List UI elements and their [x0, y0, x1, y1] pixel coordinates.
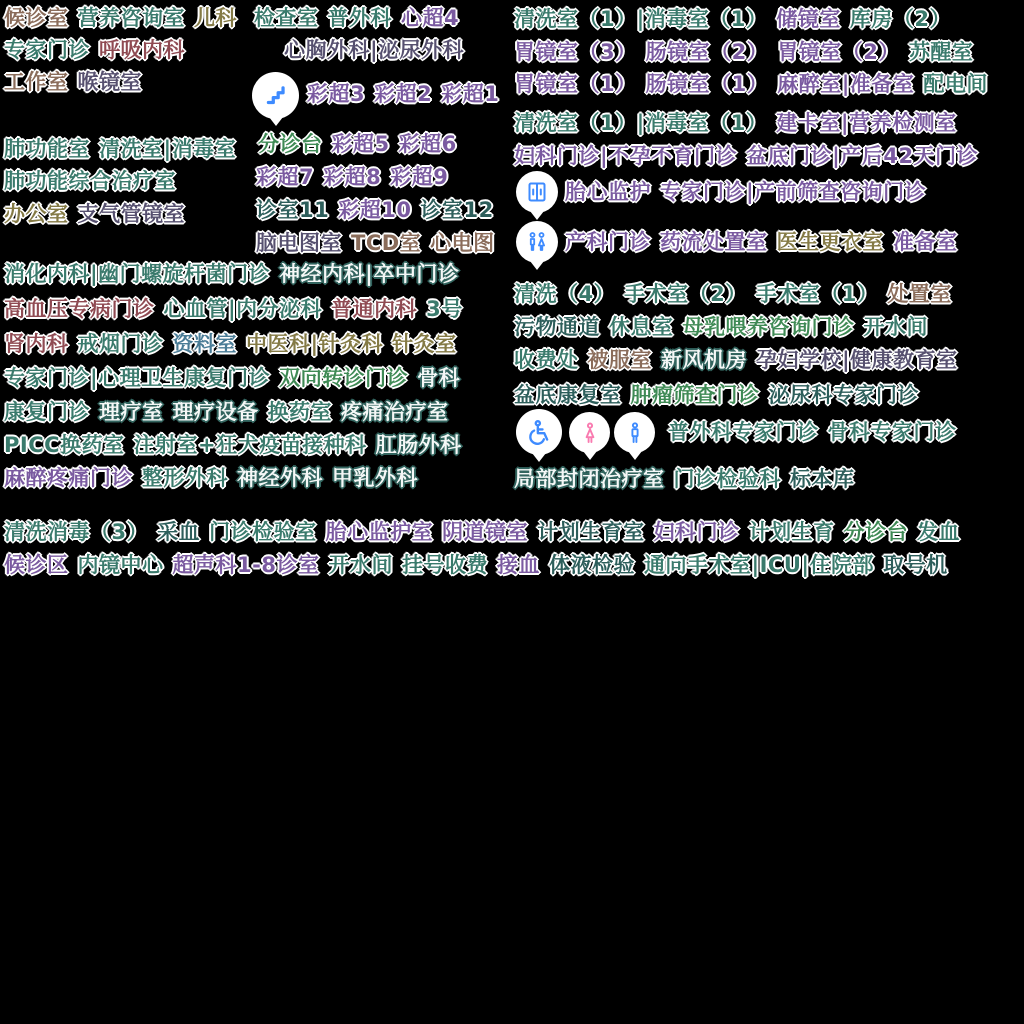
map-label[interactable]: 专家门诊 — [4, 38, 90, 62]
map-label[interactable]: 营养咨询室 — [77, 6, 185, 30]
label-row — [284, 39, 464, 62]
map-label[interactable]: 开水间 — [328, 553, 393, 577]
map-label[interactable]: 分诊台 — [843, 520, 909, 544]
map-label[interactable]: 心超4 — [401, 6, 460, 30]
map-label[interactable]: 中医科|针灸科 — [246, 332, 384, 356]
map-label[interactable]: 肠镜室（1） — [645, 72, 769, 96]
map-label[interactable]: 采血 — [157, 520, 201, 544]
map-label[interactable]: 清洗室（1）|消毒室（1） — [514, 111, 768, 135]
map-label[interactable]: 办公室 — [4, 202, 69, 226]
map-label[interactable]: 体液检验 — [548, 553, 635, 577]
map-label[interactable]: 收费处 — [514, 348, 579, 372]
map-label[interactable]: 妇科门诊|不孕不育门诊 — [514, 144, 738, 168]
elevator-icon[interactable] — [516, 171, 558, 213]
map-label[interactable]: 发血 — [917, 520, 961, 544]
map-label[interactable]: 手术室（1） — [755, 282, 879, 306]
map-label[interactable]: 彩超2 — [374, 82, 433, 106]
map-label[interactable]: 苏醒室 — [908, 40, 974, 64]
map-label[interactable]: 新风机房 — [661, 348, 747, 372]
label-row — [4, 333, 457, 356]
map-label[interactable]: 康复门诊 — [4, 400, 90, 424]
map-label[interactable]: 配电间 — [923, 72, 988, 96]
label-row — [4, 170, 176, 193]
map-label[interactable]: 标本库 — [790, 467, 855, 491]
map-label[interactable]: 候诊室 — [4, 6, 69, 30]
map-label[interactable]: 清洗室|消毒室 — [99, 137, 237, 161]
map-label[interactable]: 医生更衣室 — [776, 230, 884, 254]
map-label[interactable]: 工作室 — [4, 70, 69, 94]
map-label[interactable]: 阴道镜室 — [442, 520, 529, 544]
map-label[interactable]: 骨科 — [417, 366, 461, 390]
map-label[interactable]: 专家门诊|心理卫生康复门诊 — [4, 366, 271, 390]
label-row — [4, 138, 236, 161]
map-label[interactable]: 泌尿科专家门诊 — [768, 383, 919, 407]
map-label[interactable]: 神经外科 — [237, 466, 323, 490]
map-label[interactable]: 支气管镜室 — [77, 202, 185, 226]
map-label[interactable]: 妇科门诊 — [653, 520, 740, 544]
label-row — [514, 145, 978, 168]
label-row — [514, 283, 952, 306]
map-label[interactable]: 清洗室（1）|消毒室（1） — [514, 7, 768, 31]
map-label[interactable]: 诊室11 — [256, 198, 330, 222]
restroom-icon[interactable] — [516, 221, 558, 263]
map-label[interactable]: 储镜室 — [776, 7, 841, 31]
map-label[interactable]: 儿科 — [194, 6, 237, 30]
map-label[interactable]: 计划生育 — [748, 520, 835, 544]
map-label[interactable]: 心胸外科|泌尿外科 — [284, 38, 465, 62]
label-row — [514, 41, 973, 64]
map-label[interactable]: 彩超5 — [331, 132, 390, 156]
label-row — [4, 7, 237, 30]
label-row — [4, 554, 948, 577]
map-label[interactable]: 肛肠外科 — [375, 433, 462, 457]
label-row — [256, 232, 495, 255]
map-label[interactable]: 彩超3 — [307, 82, 366, 106]
map-label[interactable]: 建卡室|营养检测室 — [776, 111, 957, 135]
map-label[interactable]: 盆底康复室 — [514, 383, 622, 407]
map-label[interactable]: 彩超10 — [338, 198, 412, 222]
map-label[interactable]: 整形外科 — [142, 466, 228, 490]
map-label[interactable]: 处置室 — [887, 282, 952, 306]
map-label[interactable]: 彩超1 — [441, 82, 500, 106]
map-label[interactable]: 取号机 — [883, 553, 948, 577]
map-label[interactable]: 心电图 — [430, 231, 495, 255]
map-label[interactable]: 肺功能综合治疗室 — [4, 169, 176, 193]
map-label[interactable]: 手术室（2） — [624, 282, 747, 306]
label-row — [514, 8, 951, 31]
label-row — [4, 71, 142, 94]
map-label[interactable]: 休息室 — [609, 315, 674, 339]
label-row — [514, 73, 988, 96]
map-label[interactable]: 计划生育室 — [537, 520, 645, 544]
map-label[interactable]: 3号 — [426, 297, 463, 321]
label-row — [4, 39, 185, 62]
map-label[interactable]: 胃镜室（2） — [777, 40, 900, 64]
label-row — [514, 112, 957, 135]
map-label[interactable]: 双向转诊门诊 — [279, 366, 409, 390]
map-label[interactable]: 盆底门诊|产后42天门诊 — [746, 144, 979, 168]
map-label[interactable]: 彩超6 — [398, 132, 457, 156]
map-label[interactable]: 甲乳外科 — [332, 466, 418, 490]
label-row — [565, 181, 926, 204]
label-row — [4, 203, 185, 226]
map-label[interactable]: 消化内科|幽门螺旋杆菌门诊 — [4, 262, 271, 286]
label-row — [514, 316, 928, 339]
map-label[interactable]: 喉镜室 — [77, 70, 142, 94]
map-label[interactable]: 孕妇学校|健康教育室 — [756, 348, 958, 372]
map-label[interactable]: 候诊区 — [4, 553, 69, 577]
map-label[interactable]: 局部封闭治疗室 — [514, 467, 665, 491]
map-label[interactable]: 换药室 — [267, 400, 332, 424]
map-label[interactable]: 通向手术室|ICU|住院部 — [643, 553, 875, 577]
map-label[interactable]: 彩超8 — [323, 165, 382, 189]
label-row — [4, 401, 449, 424]
map-label[interactable]: 彩超7 — [256, 165, 315, 189]
map-label[interactable]: 清洗（4） — [514, 282, 616, 306]
map-label[interactable]: 戒烟门诊 — [77, 332, 164, 356]
map-label[interactable]: 理疗设备 — [172, 400, 259, 424]
label-row — [565, 231, 958, 254]
label-row — [254, 7, 459, 30]
label-row — [668, 421, 957, 444]
label-row — [4, 467, 418, 490]
map-label[interactable]: 接血 — [496, 553, 540, 577]
label-row — [4, 434, 462, 457]
label-row — [4, 298, 463, 321]
map-label[interactable]: 胃镜室（3） — [514, 40, 637, 64]
map-label[interactable]: 肺功能室 — [4, 137, 90, 161]
map-label[interactable]: 检查室 — [254, 6, 319, 30]
map-label[interactable]: 神经内科|卒中门诊 — [279, 262, 460, 286]
map-label[interactable]: PICC换药室 — [4, 433, 125, 457]
label-row — [4, 521, 960, 544]
map-label[interactable]: 理疗室 — [99, 400, 164, 424]
map-label[interactable]: 麻醉疼痛门诊 — [4, 466, 133, 490]
map-label[interactable]: 心血管|内分泌科 — [163, 297, 323, 321]
label-row — [4, 367, 460, 390]
map-label[interactable]: 挂号收费 — [401, 553, 488, 577]
map-label[interactable]: 分诊台 — [258, 132, 323, 156]
map-label[interactable]: 准备室 — [893, 230, 958, 254]
map-label[interactable]: 胎心监护 — [565, 180, 651, 204]
map-label[interactable]: 产科门诊 — [565, 230, 651, 254]
map-label[interactable]: 门诊检验科 — [673, 467, 781, 491]
map-label[interactable]: 普通内科 — [331, 297, 418, 321]
label-row — [256, 166, 448, 189]
label-row — [256, 199, 494, 222]
map-label[interactable]: 彩超9 — [390, 165, 449, 189]
map-label[interactable]: 骨科专家门诊 — [827, 420, 957, 444]
label-row — [4, 263, 459, 286]
map-label[interactable]: 被服室 — [587, 348, 652, 372]
map-label[interactable]: 胃镜室（1） — [514, 72, 637, 96]
label-row — [258, 133, 457, 156]
map-label[interactable]: 清洗消毒（3） — [4, 520, 149, 544]
male-toilet-icon[interactable] — [614, 412, 655, 453]
wheelchair-icon[interactable] — [516, 409, 562, 455]
map-label[interactable]: 麻醉室|准备室 — [777, 72, 915, 96]
map-label[interactable]: 普外科专家门诊 — [668, 420, 819, 444]
map-label[interactable]: 门诊检验室 — [209, 520, 317, 544]
map-label[interactable]: 普外科 — [327, 6, 392, 30]
map-label[interactable]: 高血压专病门诊 — [4, 297, 155, 321]
female-toilet-icon[interactable] — [569, 412, 610, 453]
label-row — [514, 468, 855, 491]
map-label[interactable]: 专家门诊|产前筛查咨询门诊 — [660, 180, 927, 204]
map-label[interactable]: 内镜中心 — [77, 553, 164, 577]
map-label[interactable]: 呼吸内科 — [99, 38, 185, 62]
map-label[interactable]: 资料室 — [172, 332, 237, 356]
map-label[interactable]: 诊室12 — [420, 198, 494, 222]
map-label[interactable]: 胎心监护室 — [325, 520, 434, 544]
map-label[interactable]: 母乳喂养咨询门诊 — [682, 315, 855, 339]
map-label[interactable]: 污物通道 — [514, 315, 600, 339]
label-row — [307, 83, 499, 106]
map-label[interactable]: 药流处置室 — [660, 230, 768, 254]
map-label[interactable]: 疼痛治疗室 — [341, 400, 449, 424]
stairs-icon[interactable] — [252, 72, 299, 119]
map-label[interactable]: 针灸室 — [392, 332, 457, 356]
map-label[interactable]: 脑电图室 — [256, 231, 342, 255]
map-label[interactable]: 注射室+狂犬疫苗接种科 — [133, 433, 367, 457]
map-label[interactable]: 肾内科 — [4, 332, 69, 356]
map-label[interactable]: 肠镜室（2） — [645, 40, 769, 64]
map-label[interactable]: 肿瘤筛查门诊 — [630, 383, 760, 407]
map-label[interactable]: 开水间 — [863, 315, 928, 339]
label-row — [514, 384, 919, 407]
label-row — [514, 349, 958, 372]
map-label[interactable]: 库房（2） — [849, 7, 952, 31]
map-label[interactable]: 超声科1-8诊室 — [172, 553, 320, 577]
map-label[interactable]: TCD室 — [351, 231, 422, 255]
